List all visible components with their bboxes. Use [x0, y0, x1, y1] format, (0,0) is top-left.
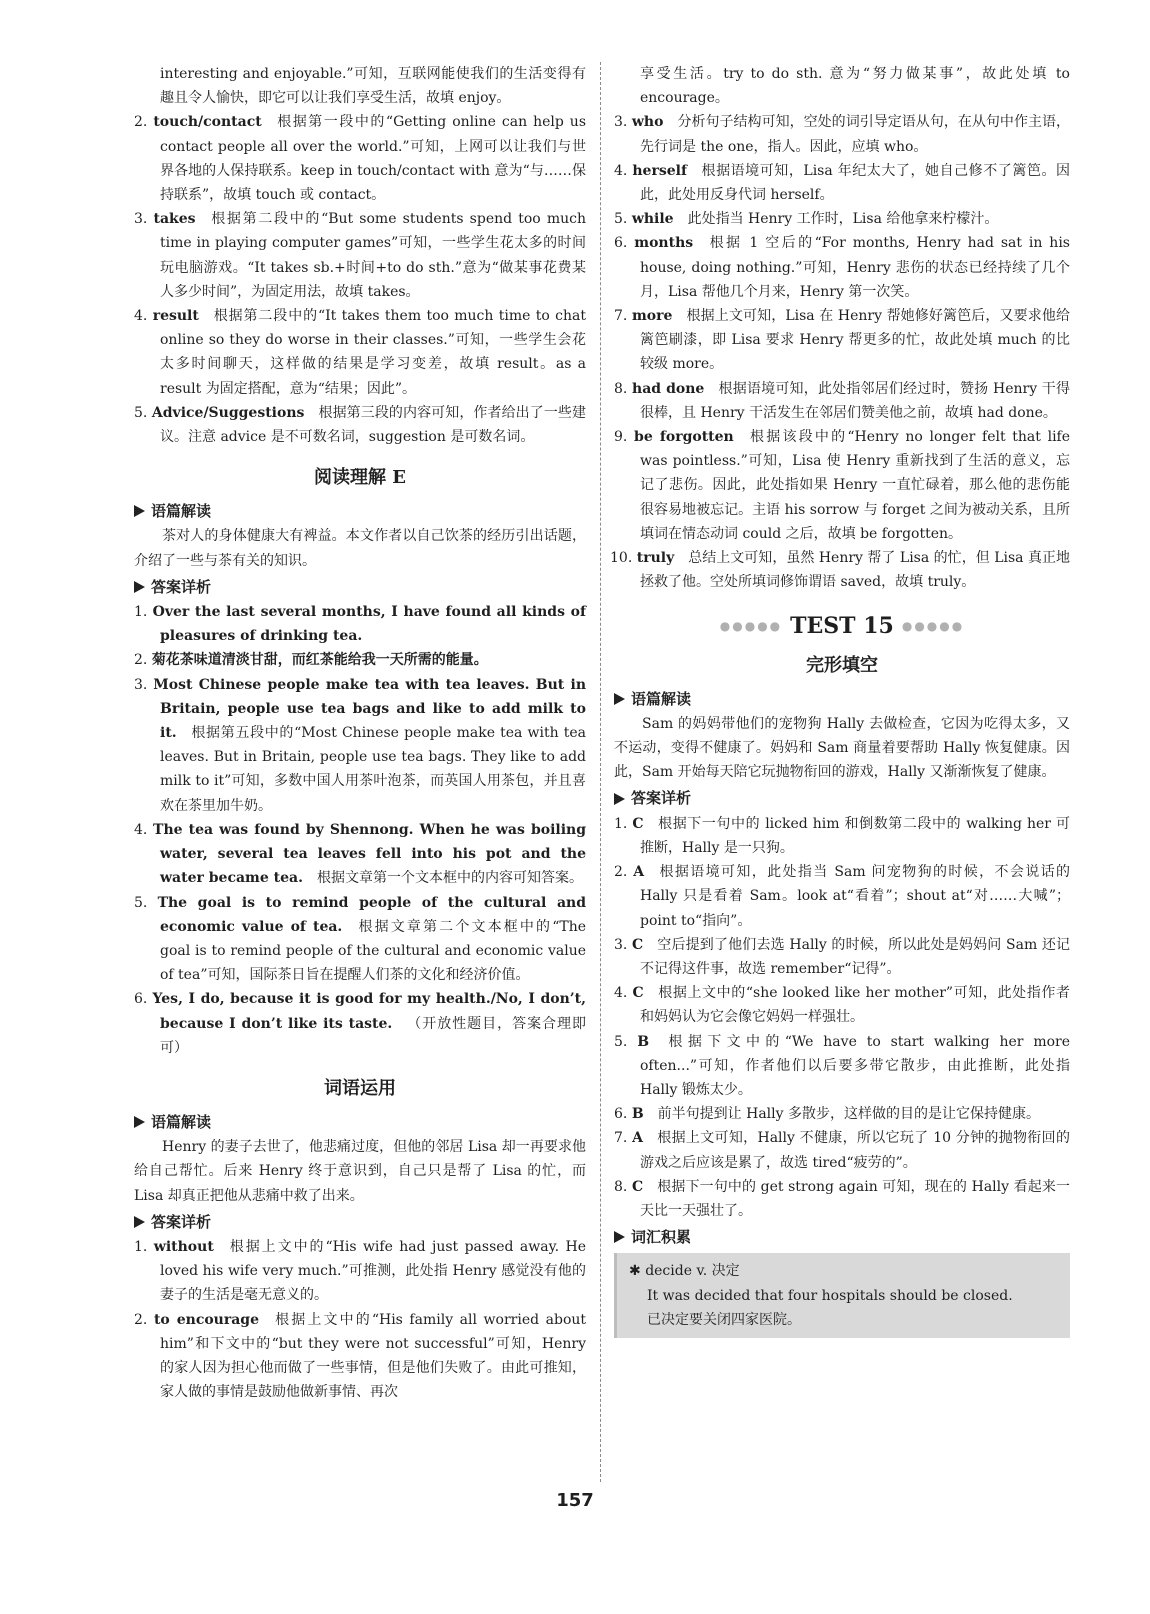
answer-number: 8.: [614, 380, 628, 397]
answer-number: 2.: [134, 114, 148, 131]
answer-item: [134, 891, 586, 988]
answer-key: result: [152, 308, 199, 325]
answer-item: [134, 648, 586, 672]
answer-key: Over the last several months, I have found all kinds of pleasures of drinking tea.: [152, 604, 586, 645]
answer-list-a: [134, 110, 586, 449]
answer-explanation: 根据上文中的“His wife had just passed away. He loved his wife very much.”可推测，此处指 Henry 感觉没有他的妻子的生活是毫无意义的。: [160, 1238, 587, 1304]
answer-item: [614, 1030, 1070, 1103]
passage-summary: Henry 的妻子去世了，他悲痛过度，但他的邻居 Lisa 却一再要求他给自己帮忙。后来 Henry 终于意识到，自己只是帮了 Lisa 的忙，而 Lisa 却真正把他从悲痛中救了出来。: [134, 1139, 586, 1204]
triangle-bullet-icon: [614, 793, 625, 805]
answer-item: [134, 1235, 586, 1308]
answer-key: A: [633, 864, 645, 881]
passage-summary: Sam 的妈妈带他们的宠物狗 Hally 去做检查，它因为吃得太多，又不运动，变得不健康了。妈妈和 Sam 商量着要帮助 Hally 恢复健康。因此，Sam 开始每天陪它玩抛物衔回的游戏，Hally 又渐渐恢复了健康。: [614, 715, 1070, 781]
answer-number: 5.: [134, 404, 148, 421]
answer-item: [134, 110, 586, 207]
answer-key: takes: [153, 211, 196, 228]
triangle-bullet-icon: [134, 1216, 145, 1228]
answer-key: truly: [636, 550, 675, 567]
answer-number: 3.: [614, 114, 628, 131]
answer-number: 1.: [134, 1238, 148, 1255]
subheading-passage: 语篇解读: [134, 1110, 586, 1134]
answer-item: [134, 673, 586, 818]
answer-key: The tea was found by Shennong. When he was boiling water, several tea leaves fell into his pot and the water became tea.: [153, 821, 586, 887]
answer-number: 2.: [134, 1311, 148, 1328]
answer-explanation: 根据第二段中的“It takes them too much time to chat online so they do worse in their classes.”可知，一些学生会花太多时间聊天，这样做的结果是学习变差，故填 result。as a result 为固定搭配，意为“结果；因此”。: [160, 308, 586, 397]
vocab-word: ✱ decide v. 决定: [629, 1263, 740, 1280]
answer-explanation: 根据语境可知，此处指当 Sam 问宠物狗的时候，不会说话的 Hally 只是看着 Sam。look at“看着”；shout at“对……大喊”；point to“指向”。: [640, 864, 1070, 929]
answer-item: [614, 1175, 1070, 1223]
triangle-bullet-icon: [134, 581, 145, 593]
answer-item: [134, 600, 586, 648]
answer-explanation: 根据第二段中的“But some students spend too much time in playing computer games”可知，一些学生花太多的时间玩电脑游戏。“It takes sb.+时间+to do sth.”意为“做某事花费某人多少时间”，为固定用法，故填 takes。: [160, 211, 586, 300]
dots-decoration-icon: ●●●●●: [719, 619, 783, 634]
section-title-reading-e: 阅读理解 E: [314, 467, 406, 489]
answer-item: [614, 110, 1070, 158]
answer-explanation: 根据语境可知，Lisa 年纪太大了，她自己修不了篱笆。因此，此处用反身代词 herself。: [640, 162, 1070, 204]
answer-key: had done: [632, 380, 705, 397]
answer-number: 3.: [134, 676, 148, 693]
answer-explanation: 分析句子结构可知，空处的词引导定语从句，在从句中作主语，先行词是 the one，指人。因此，应填 who。: [640, 114, 1071, 155]
answer-key: while: [631, 211, 674, 228]
continued-answer: interesting and enjoyable.”可知，互联网能使我们的生活变得有趣且令人愉快，即它可以让我们享受生活，故填 enjoy。: [160, 66, 586, 107]
answer-explanation: 根据上文可知，Hally 不健康，所以它玩了 10 分钟的抛物衔回的游戏之后应该是累了，故选 tired“疲劳的”。: [640, 1130, 1070, 1171]
answer-item: [614, 377, 1070, 425]
answer-explanation: 根据第五段中的“Most Chinese people make tea with tea leaves. But in Britain, people use tea bags. They like to add milk to it”可知，多数中国人用茶叶泡茶，而英国人用茶包，并且喜欢在茶里加牛奶。: [160, 725, 586, 814]
answer-list-word-use: [134, 1235, 586, 1404]
asterisk-icon: ✱: [629, 1263, 646, 1280]
subheading-passage: 语篇解读: [134, 499, 586, 523]
answer-item: [614, 860, 1070, 933]
triangle-bullet-icon: [134, 505, 145, 517]
answer-key: months: [634, 235, 694, 252]
answer-explanation: 根据下一句中的 licked him 和倒数第二段中的 walking her 可推断，Hally 是一只狗。: [640, 815, 1070, 856]
dots-decoration-icon: ●●●●●: [901, 619, 965, 634]
page-number: 157: [556, 1490, 594, 1511]
answer-explanation: 根据第一段中的“Getting online can help us contact people all over the world.”可知，上网可以让我们与世界各地的人保持联系。keep in touch/contact with 意为“与……保持联系”，故填 touch 或 contact。: [160, 114, 587, 204]
section-title-cloze: 完形填空: [806, 654, 878, 676]
answer-key: who: [631, 114, 664, 131]
column-divider: [600, 62, 601, 1482]
answer-item: [134, 401, 586, 449]
answer-explanation: 根据 1 空后的“For months, Henry had sat in his house, doing nothing.”可知，Henry 悲伤的状态已经持续了几个月，Lisa 帮他几个月来，Henry 第一次笑。: [640, 235, 1070, 300]
answer-key: C: [631, 936, 644, 953]
answer-explanation: 总结上文可知，虽然 Henry 帮了 Lisa 的忙，但 Lisa 真正地拯救了他。空处所填词修饰谓语 saved，故填 truly。: [640, 550, 1070, 591]
answer-number: 3.: [134, 211, 148, 228]
answer-explanation: 根据文章第一个文本框中的内容可知答案。: [316, 870, 583, 887]
answer-explanation: 空后提到了他们去选 Hally 的时候，所以此处是妈妈问 Sam 还记不记得这件事，故选 remember“记得”。: [640, 936, 1071, 977]
answer-number: 5.: [614, 1033, 628, 1050]
answer-key: B: [631, 1106, 644, 1123]
answer-item: [614, 231, 1070, 304]
answer-number: 8.: [614, 1178, 628, 1195]
answer-key: herself: [632, 162, 687, 179]
section-title-word-use: 词语运用: [324, 1077, 396, 1099]
subheading-vocab: 词汇积累: [614, 1225, 1070, 1249]
left-column: [134, 62, 586, 1404]
answer-number: 7.: [614, 1130, 628, 1147]
passage-summary: 茶对人的身体健康大有裨益。本文作者以自己饮茶的经历引出话题，介绍了一些与茶有关的知识。: [134, 528, 586, 569]
answer-key: to encourage: [153, 1311, 260, 1328]
answer-item: [614, 981, 1070, 1029]
answer-number: 7.: [614, 308, 628, 325]
answer-number: 5.: [134, 894, 148, 911]
answer-key: 菊花茶味道清淡甘甜，而红茶能给我一天所需的能量。: [151, 652, 488, 669]
vocab-example-zh: 已决定要关闭四家医院。: [647, 1311, 801, 1328]
answer-key: without: [153, 1238, 214, 1255]
continued-answer: 享受生活。try to do sth. 意为“努力做某事”，故此处填 to encourage。: [640, 66, 1070, 107]
answer-explanation: 前半句提到让 Hally 多散步，这样做的目的是让它保持健康。: [657, 1106, 1040, 1123]
triangle-bullet-icon: [614, 693, 625, 705]
answer-key: be forgotten: [634, 429, 734, 446]
answer-number: 2.: [134, 652, 148, 669]
answer-number: 6.: [614, 1106, 628, 1123]
test-heading: [614, 614, 1070, 638]
answer-item: [614, 1102, 1070, 1126]
triangle-bullet-icon: [614, 1231, 625, 1243]
answer-item: [614, 207, 1070, 231]
subheading-answers: 答案详析: [134, 1210, 586, 1234]
answer-number: 2.: [614, 864, 628, 881]
answer-key: C: [632, 985, 644, 1002]
answer-number: 3.: [614, 936, 628, 953]
answer-number: 1.: [614, 815, 628, 832]
answer-item: [134, 818, 586, 891]
answer-number: 5.: [614, 211, 628, 228]
vocab-box: [614, 1253, 1070, 1338]
answer-item: [614, 1126, 1070, 1174]
answer-explanation: 根据第三段的内容可知，作者给出了一些建议。注意 advice 是不可数名词，suggestion 是可数名词。: [160, 404, 587, 446]
right-column: [610, 62, 1071, 1338]
answer-explanation: 根据下文中的“We have to start walking her more often...”可知，作者他们以后要多带它散步，由此推断，此处指 Hally 锻炼太少。: [640, 1033, 1070, 1098]
answer-key: Most Chinese people make tea with tea leaves. But in Britain, people use tea bags and like to add milk to it.: [153, 676, 587, 742]
subheading-answers: 答案详析: [134, 575, 586, 599]
answer-key: more: [631, 308, 673, 325]
answer-explanation: 根据文章第二个文本框中的“The goal is to remind people of the cultural and economic value of tea”可知，国际茶日旨在提醒人们茶的文化和经济价值。: [160, 918, 586, 984]
answer-list-cloze: [614, 812, 1070, 1223]
answer-explanation: 根据上文中的“she looked like her mother”可知，此处指作者和妈妈认为它会像它妈妈一样强壮。: [640, 985, 1070, 1026]
subheading-answers: 答案详析: [614, 786, 1070, 810]
answer-key: Yes, I do, because it is good for my health./No, I don’t, because I don’t like its taste.: [152, 991, 586, 1032]
answer-number: 6.: [134, 991, 148, 1008]
answer-item: [134, 987, 586, 1060]
vocab-example-en: It was decided that four hospitals should be closed.: [647, 1287, 1013, 1304]
answer-explanation: 根据上文中的“His family all worried about him”和下文中的“but they were not successful”可知，Henry 的家人因为担心他而做了一些事情，但是他们失败了。由此可推知，家人做的事情是鼓励他做新事情、再次: [160, 1311, 587, 1401]
answer-key: touch/contact: [153, 114, 262, 131]
answer-explanation: 根据上文可知，Lisa 在 Henry 帮她修好篱笆后，又要求他给篱笆刷漆，即 Lisa 要求 Henry 帮更多的忙，故此处填 much 的比较级 more。: [640, 308, 1070, 373]
answer-item: [614, 159, 1070, 207]
answer-list-word-use-cont: [610, 110, 1071, 594]
answer-number: 4.: [134, 821, 148, 838]
answer-key: B: [637, 1033, 650, 1050]
answer-number: 4.: [134, 308, 148, 325]
answer-explanation: 根据语境可知，此处指邻居们经过时，赞扬 Henry 干得很棒，且 Henry 干活发生在邻居们赞美他之前，故填 had done。: [640, 380, 1070, 421]
answer-key: The goal is to remind people of the cultural and economic value of tea.: [157, 894, 586, 935]
answer-explanation: 此处指当 Henry 工作时，Lisa 给他拿来柠檬汁。: [687, 211, 999, 228]
answer-list-e: [134, 600, 586, 1060]
answer-key: C: [631, 1178, 644, 1195]
answer-number: 4.: [614, 985, 628, 1002]
answer-item: [614, 425, 1070, 546]
answer-number: 4.: [614, 162, 628, 179]
test-title: TEST 15: [790, 613, 894, 640]
answer-item: [134, 207, 586, 304]
answer-key: A: [632, 1130, 643, 1147]
answer-number: 6.: [614, 235, 628, 252]
answer-item: [134, 304, 586, 401]
answer-key: C: [632, 815, 644, 832]
answer-key: Advice/Suggestions: [151, 404, 305, 421]
answer-item: [134, 1308, 586, 1405]
subheading-passage: 语篇解读: [614, 687, 1070, 711]
answer-item: [614, 304, 1070, 377]
answer-explanation: （开放性题目，答案合理即可）: [160, 1015, 587, 1056]
answer-explanation: 根据下一句中的 get strong again 可知，现在的 Hally 看起来一天比一天强壮了。: [640, 1178, 1070, 1219]
answer-item: [610, 546, 1070, 594]
answer-number: 1.: [134, 604, 148, 621]
answer-item: [614, 812, 1070, 860]
answer-number: 10.: [610, 550, 633, 567]
triangle-bullet-icon: [134, 1116, 145, 1128]
answer-item: [614, 933, 1070, 981]
answer-number: 9.: [614, 429, 628, 446]
answer-explanation: 根据该段中的“Henry no longer felt that life was pointless.”可知，Lisa 使 Henry 重新找到了生活的意义，忘记了悲伤。因此，此处指如果 Henry 一直忙碌着，那么他的悲伤能很容易地被忘记。主语 his sorrow 与 forget 之间为被动关系，且所填词在情态动词 could 之后，故填 be forgotten。: [640, 429, 1071, 542]
